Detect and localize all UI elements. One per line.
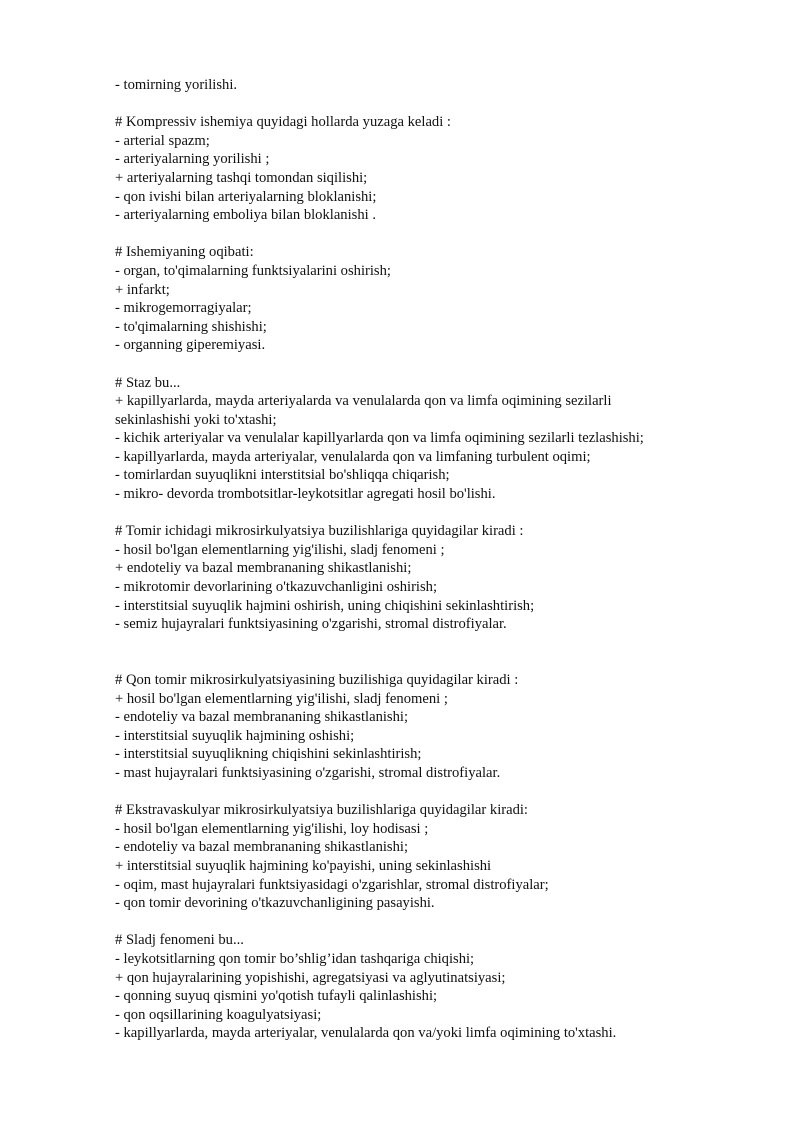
question-title: # Ekstravaskulyar mikrosirkulyatsiya buzilishlariga quyidagilar kiradi: <box>115 802 528 819</box>
answer-option: - qon tomir devorining o'tkazuvchanligining pasayishi. <box>115 895 435 912</box>
answer-option: - organ, to'qimalarning funktsiyalarini oshirish; <box>115 262 391 279</box>
question-block <box>115 522 785 634</box>
answer-option: - oqim, mast hujayralari funktsiyasidagi o'zgarishlar, stromal distrofiyalar; <box>115 876 549 893</box>
answer-option: - qon oqsillarining koagulyatsiyasi; <box>115 1006 322 1023</box>
answer-option: + kapillyarlarda, mayda arteriyalarda va venulalarda qon va limfa oqimining sezilarli sekinlashishi yoki to'xtashi; <box>115 393 612 428</box>
question-block <box>115 113 785 225</box>
answer-option: - kapillyarlarda, mayda arteriyalar, venulalarda qon va/yoki limfa oqimining to'xtashi. <box>115 1025 617 1042</box>
answer-option: - to'qimalarning shishishi; <box>115 318 267 335</box>
answer-option: + qon hujayralarining yopishishi, agregatsiyasi va aglyutinatsiyasi; <box>115 969 506 986</box>
document-page <box>115 76 785 1043</box>
question-title: # Staz bu... <box>115 374 181 391</box>
answer-option: - kapillyarlarda, mayda arteriyalar, venulalarda qon va limfaning turbulent oqimi; <box>115 448 591 465</box>
answer-option: - kichik arteriyalar va venulalar kapillyarlarda qon va limfa oqimining sezilarli tezlashishi; <box>115 430 644 447</box>
question-block <box>115 931 785 1043</box>
answer-option: - endoteliy va bazal membrananing shikastlanishi; <box>115 709 409 726</box>
answer-option: - qonning suyuq qismini yo'qotish tufayli qalinlashishi; <box>115 988 438 1005</box>
question-title: # Ishemiyaning oqibati: <box>115 244 254 261</box>
answer-option: - interstitsial suyuqlik hajmining oshishi; <box>115 727 355 744</box>
answer-option: - interstitsial suyuqlikning chiqishini sekinlashtirish; <box>115 746 422 763</box>
answer-option: - arteriyalarning emboliya bilan bloklanishi . <box>115 207 376 224</box>
answer-option: - interstitsial suyuqlik hajmini oshirish, uning chiqishini sekinlashtirish; <box>115 597 535 614</box>
answer-option: - semiz hujayralari funktsiyasining o'zgarishi, stromal distrofiyalar. <box>115 616 507 633</box>
answer-option: - mikrogemorragiyalar; <box>115 300 252 317</box>
question-block <box>115 243 785 355</box>
answer-option: - arterial spazm; <box>115 132 210 149</box>
question-block <box>115 671 785 783</box>
answer-option: + arteriyalarning tashqi tomondan siqilishi; <box>115 169 368 186</box>
answer-option: - mikrotomir devorlarining o'tkazuvchanligini oshirish; <box>115 579 438 596</box>
question-title: # Kompressiv ishemiya quyidagi hollarda yuzaga keladi : <box>115 114 451 131</box>
answer-option: - leykotsitlarning qon tomir bo’shlig’idan tashqariga chiqishi; <box>115 950 475 967</box>
question-title: # Tomir ichidagi mikrosirkulyatsiya buzilishlariga quyidagilar kiradi : <box>115 523 524 540</box>
intro-line: - tomirning yorilishi. <box>115 77 238 93</box>
answer-option: - qon ivishi bilan arteriyalarning bloklanishi; <box>115 188 377 205</box>
answer-option: + infarkt; <box>115 281 170 298</box>
question-title: # Sladj fenomeni bu... <box>115 932 244 949</box>
question-block <box>115 374 785 504</box>
answer-option: + endoteliy va bazal membrananing shikastlanishi; <box>115 560 412 577</box>
answer-option: - mast hujayralari funktsiyasining o'zgarishi, stromal distrofiyalar. <box>115 764 501 781</box>
answer-option: - arteriyalarning yorilishi ; <box>115 151 270 168</box>
answer-option: - mikro- devorda trombotsitlar-leykotsitlar agregati hosil bo'lishi. <box>115 486 496 503</box>
answer-option: - hosil bo'lgan elementlarning yig'ilishi, loy hodisasi ; <box>115 820 429 837</box>
question-block <box>115 801 785 913</box>
answer-option: - organning giperemiyasi. <box>115 337 266 354</box>
answer-option: + interstitsial suyuqlik hajmining ko'payishi, uning sekinlashishi <box>115 857 492 874</box>
answer-option: + hosil bo'lgan elementlarning yig'ilishi, sladj fenomeni ; <box>115 690 448 707</box>
answer-option: - hosil bo'lgan elementlarning yig'ilishi, sladj fenomeni ; <box>115 541 445 558</box>
question-title: # Qon tomir mikrosirkulyatsiyasining buzilishiga quyidagilar kiradi : <box>115 672 519 688</box>
answer-option: - endoteliy va bazal membrananing shikastlanishi; <box>115 839 409 856</box>
answer-option: - tomirlardan suyuqlikni interstitsial bo'shliqqa chiqarish; <box>115 467 450 484</box>
